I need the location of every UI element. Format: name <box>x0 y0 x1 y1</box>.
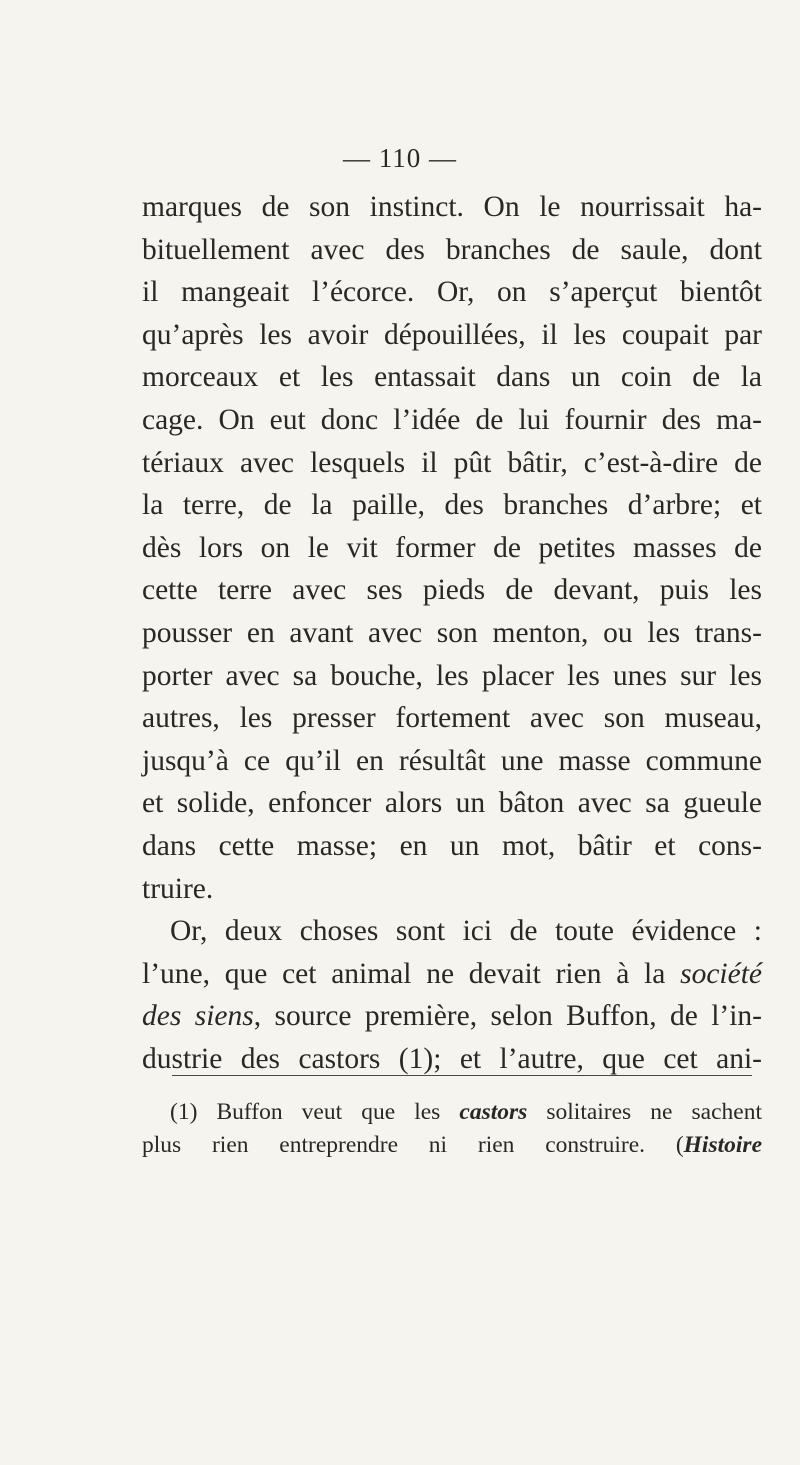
main-text <box>142 186 762 1080</box>
text-line: cette terre avec ses pieds de devant, puis les <box>142 574 762 607</box>
text-line: morceaux et les entassait dans un coin de la <box>142 361 762 394</box>
text-line: la terre, de la paille, des branches d’arbre; et <box>142 489 762 522</box>
text-segment: , source première, selon Buffon, de l’in- <box>253 1000 762 1033</box>
paragraph-start-line: Or, deux choses sont ici de toute évidence : <box>170 915 762 948</box>
footnote-divider <box>172 1075 752 1076</box>
italic-text: castors <box>459 1099 528 1125</box>
text-line: dans cette masse; en un mot, bâtir et cons- <box>142 829 762 862</box>
text-line: marques de son instinct. On le nourrissait ha- <box>142 191 762 223</box>
text-line: dès lors on le vit former de petites masses de <box>142 531 762 564</box>
text-line: dustrie des castors (1); et l’autre, que cet ani- <box>142 1042 762 1075</box>
text-line: truire. <box>142 872 214 905</box>
text-line: bituellement avec des branches de saule, dont <box>142 233 762 266</box>
text-segment: (1) Buffon veut que les <box>170 1099 460 1125</box>
footnote-line <box>142 1129 762 1162</box>
footnote-line <box>142 1096 762 1129</box>
text-line <box>142 953 762 996</box>
text-segment: plus rien entreprendre ni rien construire. ( <box>142 1132 684 1158</box>
text-segment: l’une, que cet animal ne devait rien à la <box>142 957 681 990</box>
page-number: — 110 — <box>343 143 457 173</box>
text-line: et solide, enfoncer alors un bâton avec sa gueule <box>142 787 762 820</box>
text-line: tériaux avec lesquels il pût bâtir, c’est-à-dire de <box>142 446 762 479</box>
text-segment: solitaires ne sachent <box>527 1099 762 1125</box>
italic-text: des siens <box>142 1000 254 1033</box>
italic-text: société <box>680 957 762 990</box>
italic-text: Histoire <box>683 1132 762 1158</box>
text-line: pousser en avant avec son menton, ou les trans- <box>142 616 762 649</box>
text-line <box>142 995 762 1038</box>
footnote <box>142 1096 762 1162</box>
text-line: cage. On eut donc l’idée de lui fournir des ma- <box>142 403 762 436</box>
text-line: il mangeait l’écorce. Or, on s’aperçut bientôt <box>142 276 762 309</box>
text-line: qu’après les avoir dépouillées, il les coupait par <box>142 318 762 351</box>
text-line: porter avec sa bouche, les placer les unes sur les <box>142 659 762 692</box>
text-line: autres, les presser fortement avec son museau, <box>142 702 762 735</box>
text-line: jusqu’à ce qu’il en résultât une masse commune <box>142 744 762 777</box>
